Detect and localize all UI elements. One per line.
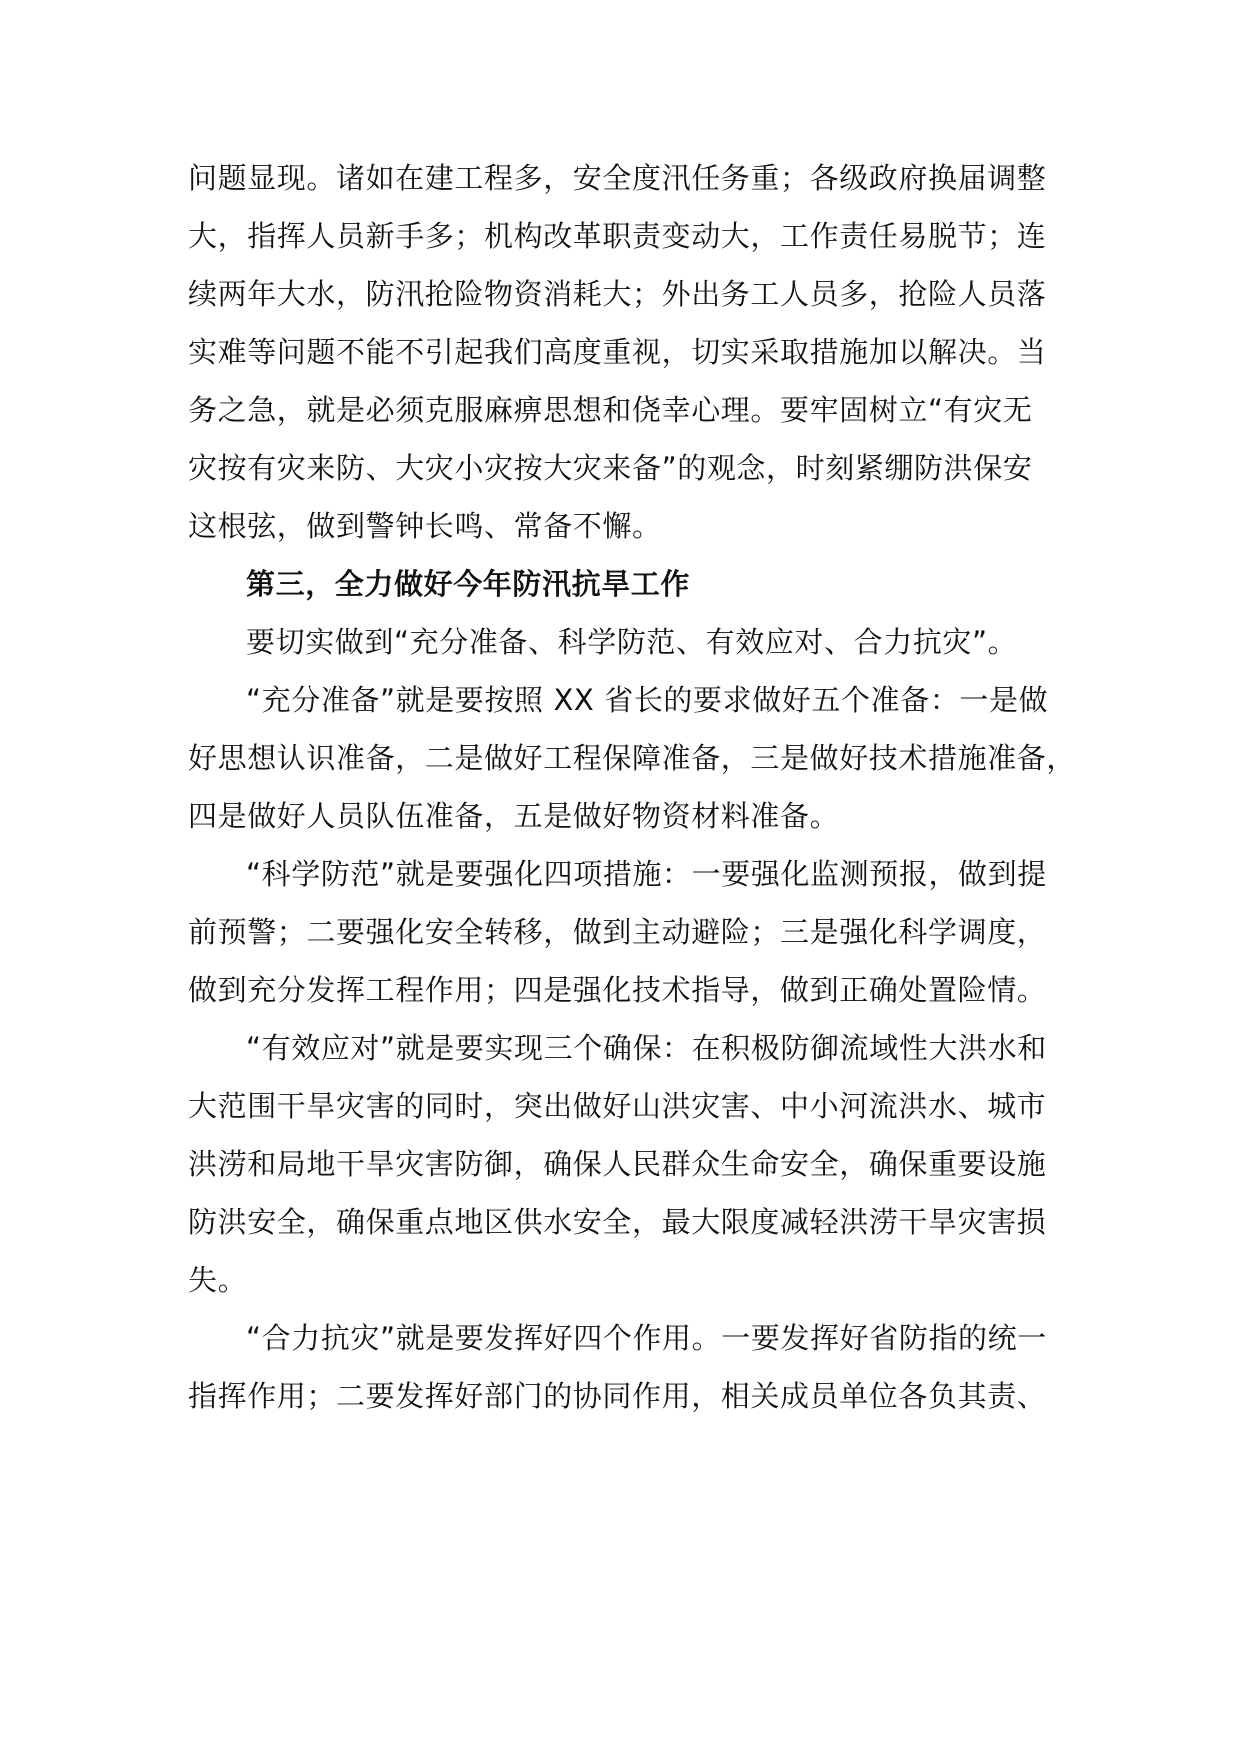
paragraph-line: 大，指挥人员新手多；机构改革职责变动大，工作责任易脱节；连 [188, 219, 1047, 253]
paragraph-line: “充分准备”就是要按照 XX 省长的要求做好五个准备：一是做 [246, 683, 1049, 717]
paragraph-line: 续两年大水，防汛抢险物资消耗大；外出务工人员多，抢险人员落 [188, 277, 1047, 311]
paragraph-line: 四是做好人员队伍准备，五是做好物资材料准备。 [188, 799, 840, 833]
paragraph-line: 大范围干旱灾害的同时，突出做好山洪灾害、中小河流洪水、城市 [188, 1089, 1047, 1123]
paragraph-line: 灾按有灾来防、大灾小灾按大灾来备”的观念，时刻紧绷防洪保安 [188, 451, 1033, 485]
paragraph-line: 实难等问题不能不引起我们高度重视，切实采取措施加以解决。当 [188, 335, 1047, 369]
paragraph-line: 务之急，就是必须克服麻痹思想和侥幸心理。要牢固树立“有灾无 [188, 393, 1033, 427]
section-heading: 第三，全力做好今年防汛抗旱工作 [246, 567, 691, 601]
paragraph-line: “科学防范”就是要强化四项措施：一要强化监测预报，做到提 [246, 857, 1047, 891]
paragraph-line: 失。 [188, 1263, 248, 1297]
paragraph-line: 问题显现。诸如在建工程多，安全度汛任务重；各级政府换届调整 [188, 161, 1047, 195]
paragraph-line: 洪涝和局地干旱灾害防御，确保人民群众生命安全，确保重要设施 [188, 1147, 1047, 1181]
paragraph-line: 防洪安全，确保重点地区供水安全，最大限度减轻洪涝干旱灾害损 [188, 1205, 1047, 1239]
paragraph-line: “有效应对”就是要实现三个确保：在积极防御流域性大洪水和 [246, 1031, 1047, 1065]
paragraph-line: 这根弦，做到警钟长鸣、常备不懈。 [188, 509, 662, 543]
paragraph-line: “合力抗灾”就是要发挥好四个作用。一要发挥好省防指的统一 [246, 1321, 1047, 1355]
paragraph-line: 要切实做到“充分准备、科学防范、有效应对、合力抗灾”。 [246, 625, 1018, 659]
paragraph-line: 做到充分发挥工程作用；四是强化技术指导，做到正确处置险情。 [188, 973, 1047, 1007]
paragraph-line: 前预警；二要强化安全转移，做到主动避险；三是强化科学调度， [188, 915, 1047, 949]
paragraph-line: 好思想认识准备，二是做好工程保障准备，三是做好技术措施准备， [188, 741, 1077, 775]
paragraph-line: 指挥作用；二要发挥好部门的协同作用，相关成员单位各负其责、 [188, 1379, 1047, 1413]
